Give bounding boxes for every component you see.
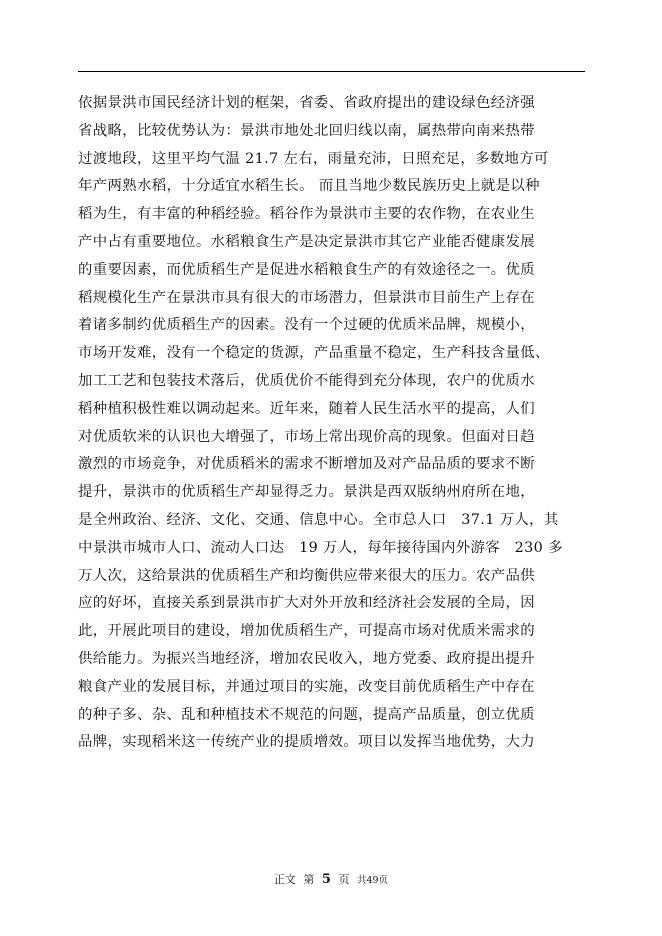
- text-line: 稻种植积极性难以调动起来。近年来，随着人民生活水平的提高，人们: [78, 400, 535, 417]
- text-line: 依据景洪市国民经济计划的框架，省委、省政府提出的建设绿色经济强: [78, 95, 535, 111]
- footer-section: 正文: [273, 873, 296, 886]
- body-paragraph: [78, 90, 590, 757]
- text-line: 着诸多制约优质稻生产的因素。没有一个过硬的优质米品牌，规模小，: [78, 317, 535, 334]
- text-line: 稻为生，有丰富的种稻经验。稻谷作为景洪市主要的农作物，在农业生: [78, 206, 535, 223]
- text-line: 对优质软米的认识也大增强了，市场上常出现价高的现象。但面对日趋: [78, 428, 535, 445]
- text-line: 应的好坏，直接关系到景洪市扩大对外开放和经济社会发展的全局，因: [78, 595, 535, 612]
- text-line: 的重要因素，而优质稻生产是促进水稻粮食生产的有效途径之一。优质: [78, 261, 535, 278]
- text-line: 激烈的市场竞争，对优质稻米的需求不断增加及对产品品质的要求不断: [78, 456, 535, 473]
- text-line: 提升，景洪市的优质稻生产却显得乏力。景洪是西双版纳州府所在地，: [78, 484, 535, 501]
- footer-page-suffix: 页: [338, 873, 350, 886]
- text-line: 市场开发难，没有一个稳定的货源，产品重量不稳定，生产科技含量低、: [78, 345, 550, 362]
- header-rule: [78, 71, 585, 72]
- text-line: 供给能力。为振兴当地经济，增加农民收入，地方党委、政府提出提升: [78, 650, 535, 667]
- text-line: 粮食产业的发展目标，并通过项目的实施，改变目前优质稻生产中存在: [78, 678, 535, 695]
- text-line: 产中占有重要地位。水稻粮食生产是决定景洪市其它产业能否健康发展: [78, 233, 535, 250]
- footer-total-pages: 共49页: [356, 875, 389, 886]
- footer-page-prefix: 第: [303, 873, 315, 886]
- text-line: 万人次，这给景洪的优质稻生产和均衡供应带来很大的压力。农产品供: [78, 567, 535, 584]
- text-line: 中景洪市城市人口、流动人口达 19 万人，每年接待国内外游客 230 多: [78, 539, 563, 556]
- text-line: 品牌，实现稻米这一传统产业的提质增效。项目以发挥当地优势，大力: [78, 734, 535, 751]
- text-line: 加工工艺和包装技术落后，优质优价不能得到充分体现，农户的优质水: [78, 372, 535, 389]
- text-line: 是全州政治、经济、文化、交通、信息中心。全市总人口 37.1 万人，其: [78, 511, 559, 528]
- text-line: 此，开展此项目的建设，增加优质稻生产，可提高市场对优质米需求的: [78, 623, 535, 640]
- footer-page-number: 5: [321, 872, 331, 887]
- text-line: 年产两熟水稻，十分适宜水稻生长。 而且当地少数民族历史上就是以种: [78, 178, 540, 195]
- text-line: 省战略，比较优势认为：景洪市地处北回归线以南，属热带向南来热带: [78, 122, 535, 139]
- text-line: 的种子多、杂、乱和种植技术不规范的问题，提高产品质量，创立优质: [78, 706, 535, 723]
- page-footer: [0, 871, 662, 887]
- text-line: 稻规模化生产在景洪市具有很大的市场潜力，但景洪市目前生产上存在: [78, 289, 535, 306]
- text-line: 过渡地段，这里平均气温 21.7 左右，雨量充沛，日照充足，多数地方可: [78, 150, 549, 167]
